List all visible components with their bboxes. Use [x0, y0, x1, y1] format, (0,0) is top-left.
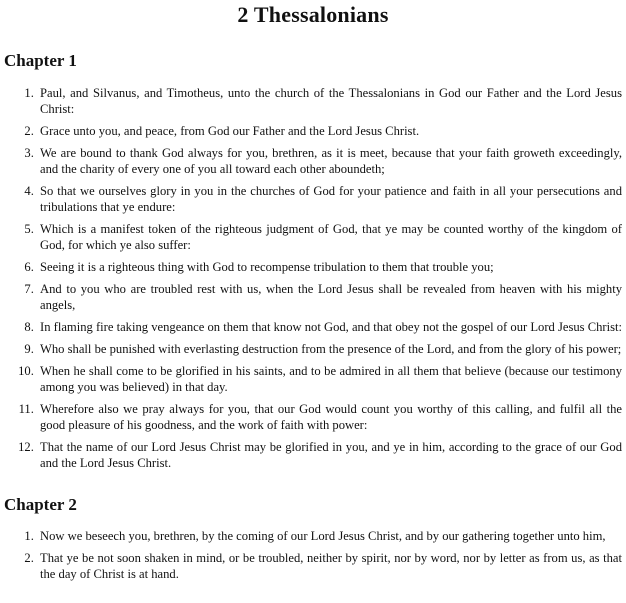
verse-item: 1. Now we beseech you, brethren, by the coming of our Lord Jesus Christ, and by our gathering together unto him,: [37, 528, 622, 544]
verse-item: 10. When he shall come to be glorified in his saints, and to be admired in all them that believe (because our testimony among you was believed) in that day.: [37, 363, 622, 395]
verse-item: 6. Seeing it is a righteous thing with God to recompense tribulation to them that trouble you;: [37, 259, 622, 275]
verse-item: 1. Paul, and Silvanus, and Timotheus, unto the church of the Thessalonians in God our Father and the Lord Jesus Christ:: [37, 85, 622, 117]
verse-item: 3. We are bound to thank God always for you, brethren, as it is meet, because that your faith groweth exceedingly, and the charity of every one of you all toward each other aboundeth;: [37, 145, 622, 177]
verse-item: 8. In flaming fire taking vengeance on them that know not God, and that obey not the gospel of our Lord Jesus Christ:: [37, 319, 622, 335]
verse-item: 2. Grace unto you, and peace, from God our Father and the Lord Jesus Christ.: [37, 123, 622, 139]
verse-item: 5. Which is a manifest token of the righteous judgment of God, that ye may be counted worthy of the kingdom of God, for which ye also suffer:: [37, 221, 622, 253]
document-page: [0, 3, 626, 582]
verse-item: 12. That the name of our Lord Jesus Christ may be glorified in you, and ye in him, according to the grace of our God and the Lord Jesus Christ.: [37, 439, 622, 471]
verse-item: 11. Wherefore also we pray always for you, that our God would count you worthy of this calling, and fulfil all the good pleasure of his goodness, and the work of faith with power:: [37, 401, 622, 433]
verse-item: 7. And to you who are troubled rest with us, when the Lord Jesus shall be revealed from heaven with his mighty angels,: [37, 281, 622, 313]
verse-item: 4. So that we ourselves glory in you in the churches of God for your patience and faith in all your persecutions and tribulations that ye endure:: [37, 183, 622, 215]
verse-list-chapter-1: [4, 85, 622, 471]
verse-item: 2. That ye be not soon shaken in mind, or be troubled, neither by spirit, nor by word, nor by letter as from us, as that the day of Christ is at hand.: [37, 550, 622, 582]
verse-list-chapter-2: [4, 528, 622, 582]
book-title: 2 Thessalonians: [237, 2, 389, 27]
verse-item: 9. Who shall be punished with everlasting destruction from the presence of the Lord, and from the glory of his power;: [37, 341, 622, 357]
chapter-heading-2: Chapter 2: [4, 494, 77, 514]
chapter-heading-1: Chapter 1: [4, 51, 77, 71]
